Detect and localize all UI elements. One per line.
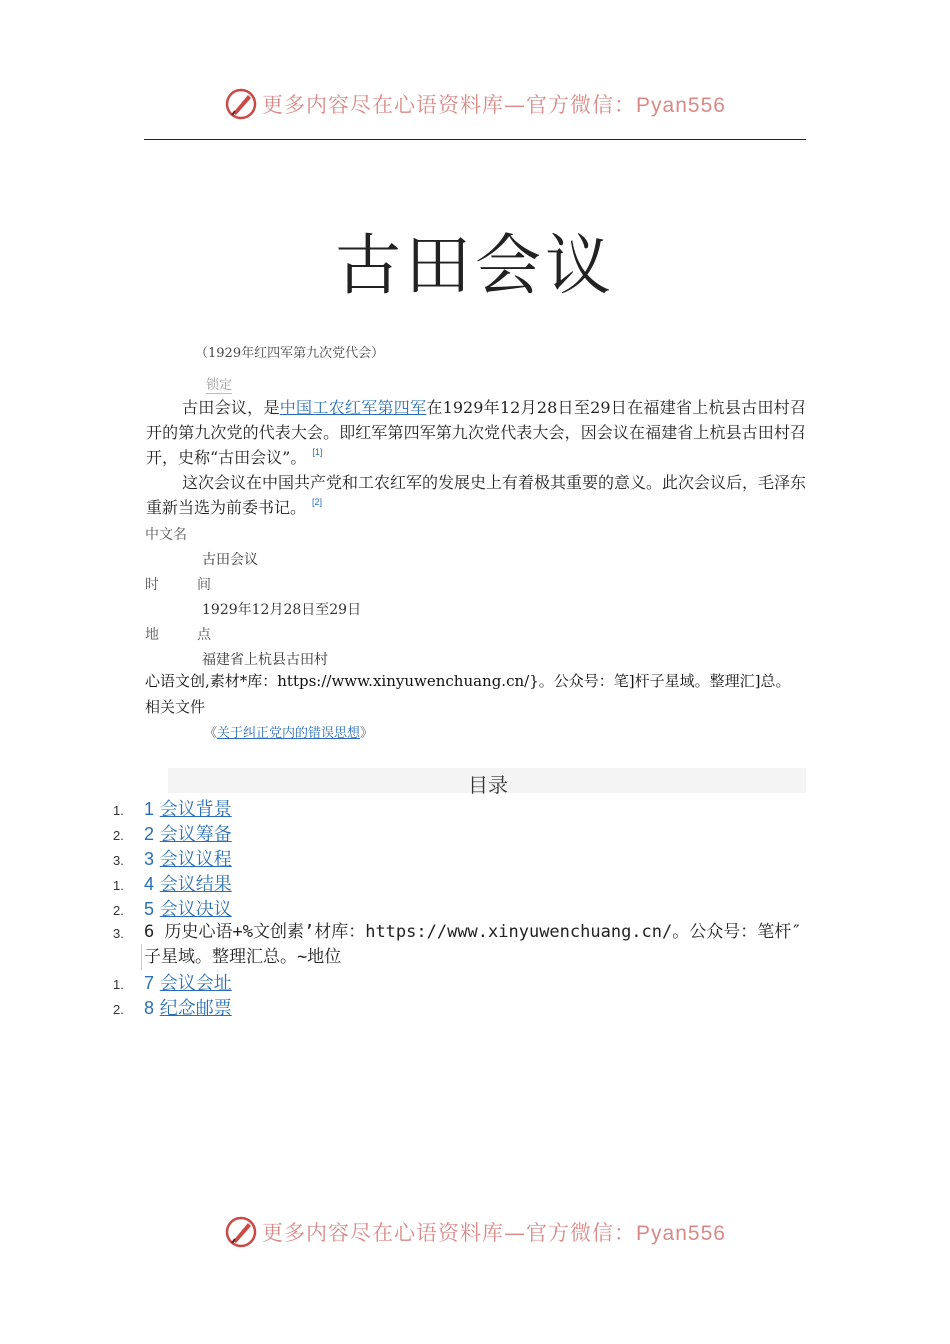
page-title: 古田会议 xyxy=(335,227,615,304)
toc-link[interactable]: 会议议程 xyxy=(159,849,232,870)
related-doc: 《关于纠正党内的错误思想》 xyxy=(204,726,374,741)
header-watermark xyxy=(0,84,950,124)
red-army-link[interactable]: 中国工农红军第四军 xyxy=(279,398,427,417)
p1-before: 古田会议，是 xyxy=(182,398,280,417)
name-value: 古田会议 xyxy=(202,552,258,568)
toc-item[interactable]: 2. 8 纪念邮票 xyxy=(113,998,232,1019)
toc-item[interactable]: 1. 1 会议背景 xyxy=(113,799,232,820)
toc-title: 目录 xyxy=(468,773,508,797)
intro-paragraph xyxy=(146,395,806,470)
citation-2[interactable]: [2] xyxy=(312,497,323,507)
toc-link[interactable]: 会议筹备 xyxy=(159,824,232,845)
toc-link[interactable]: 会议会址 xyxy=(159,973,232,994)
watermark-label: 更多内容尽在心语资料库—官方微信： xyxy=(262,93,637,117)
citation-1[interactable]: [1] xyxy=(312,447,323,457)
lock-label: 锁定 xyxy=(206,374,232,394)
toc-item[interactable]: 1. 4 会议结果 xyxy=(113,874,232,895)
subtitle: （1929年红四军第九次党代会） xyxy=(195,346,385,361)
watermark-label: 更多内容尽在心语资料库—官方微信： xyxy=(262,1221,637,1245)
place-value: 福建省上杭县古田村 xyxy=(202,652,328,668)
related-title: 相关文件 xyxy=(145,698,206,716)
toc-link[interactable]: 会议背景 xyxy=(159,799,232,820)
watermark-text xyxy=(262,1217,726,1247)
toc-item[interactable]: 3. 3 会议议程 xyxy=(113,849,232,870)
related-doc-link[interactable]: 关于纠正党内的错误思想 xyxy=(217,726,361,741)
toc-item[interactable]: 2. 2 会议筹备 xyxy=(113,824,232,845)
place-label: 地 点 xyxy=(145,627,211,643)
toc-link[interactable]: 会议结果 xyxy=(159,874,232,895)
toc-link[interactable]: 纪念邮票 xyxy=(159,998,232,1019)
toc-marker-6: 3. xyxy=(113,926,124,941)
toc-item-6-text: 6 历史心语+%文创素’材库：https://www.xinyuwenchuang.cn/。公众号：笔杆″子星域。整理汇总。~地位 xyxy=(144,922,802,967)
p2-text: 这次会议在中国共产党和工农红军的发展史上有着极其重要的意义。此次会议后，毛泽东重新当选为前委书记。 xyxy=(146,473,807,517)
watermark-id: Pyan556 xyxy=(636,1222,726,1245)
time-value: 1929年12月28日至29日 xyxy=(202,602,362,618)
p1-after: 在1929年12月28日至29日在福建省上杭县古田村召开的第九次党的代表大会。即红军第四军第九次党代表大会，因会议在福建省上杭县古田村召开，史称“古田会议”。 xyxy=(146,398,806,467)
watermark-text xyxy=(262,89,726,119)
header-rule xyxy=(144,139,806,140)
name-label: 中文名 xyxy=(145,527,187,543)
quill-logo-icon xyxy=(224,1215,258,1249)
watermark-id: Pyan556 xyxy=(636,94,726,117)
promo-line: 心语文创,素材*库：https://www.xinyuwenchuang.cn/}。公众号：笔]杆子星域。整理汇]总。 xyxy=(145,672,791,690)
toc-item[interactable]: 1. 7 会议会址 xyxy=(113,973,232,994)
toc-item-6-bar xyxy=(141,944,142,970)
footer-watermark xyxy=(0,1212,950,1252)
significance-paragraph xyxy=(146,470,806,520)
toc-link[interactable]: 会议决议 xyxy=(159,899,232,920)
time-label: 时 间 xyxy=(145,577,211,593)
quill-logo-icon xyxy=(224,87,258,121)
toc-item[interactable]: 2. 5 会议决议 xyxy=(113,899,232,920)
